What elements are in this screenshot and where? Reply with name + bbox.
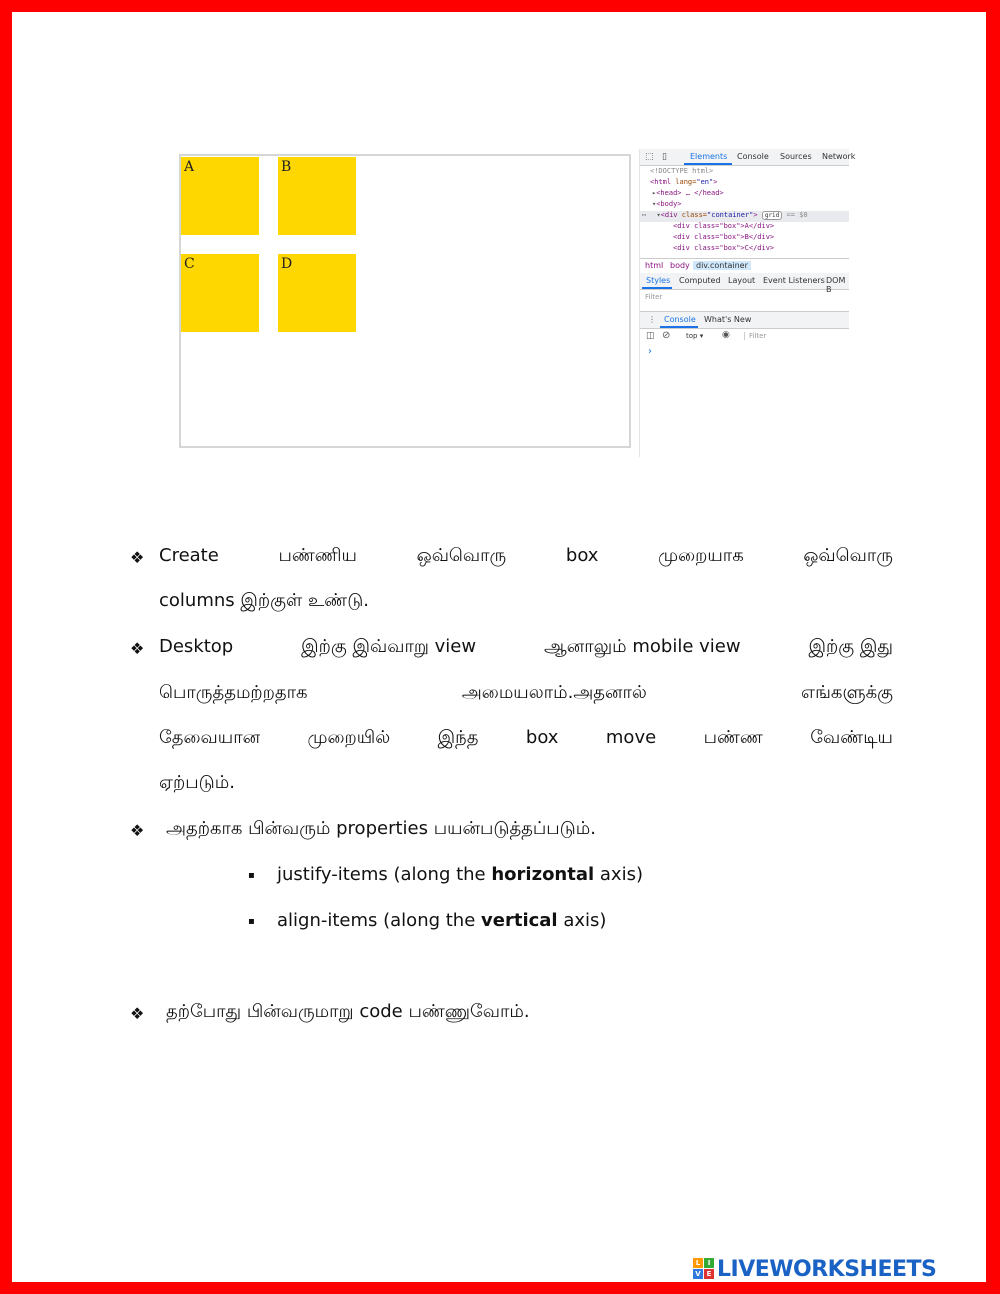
crumb-body[interactable]: body bbox=[670, 261, 690, 270]
para2-word: பண்ண bbox=[703, 727, 763, 748]
sub-bullet-icon: ▪ bbox=[248, 870, 255, 881]
dom-box-b[interactable] bbox=[673, 233, 774, 244]
tab-layout[interactable]: Layout bbox=[728, 276, 756, 285]
tab-event-listeners[interactable]: Event Listeners bbox=[763, 276, 825, 285]
para1-word: ஒவ்வொரு bbox=[803, 545, 893, 566]
para2-word: அமையலாம்.அதனால் bbox=[461, 682, 647, 703]
para2-word: வேண்டிய bbox=[810, 727, 893, 748]
para2-word: எங்களுக்கு bbox=[801, 682, 893, 703]
styles-tabbar bbox=[640, 273, 849, 294]
dom-html-tag: <html bbox=[650, 178, 672, 186]
dom-container-row[interactable] bbox=[640, 211, 849, 222]
dom-dollar0: == $0 bbox=[786, 211, 808, 219]
logo-mark-icon bbox=[693, 1258, 715, 1280]
tab-network[interactable]: Network bbox=[822, 152, 856, 161]
dom-box-a[interactable] bbox=[673, 222, 774, 233]
drawer-menu-icon[interactable]: ⋮ bbox=[648, 315, 656, 324]
para2-word: முறையில் bbox=[307, 727, 391, 748]
dom-html-val: "en" bbox=[696, 178, 714, 186]
grid-box-d: D bbox=[278, 254, 356, 332]
dom-head-text: <head> … </head> bbox=[656, 189, 724, 197]
align-items-axis: axis) bbox=[557, 910, 607, 931]
dom-box-a-text: <div class="box">A</div> bbox=[673, 222, 775, 230]
drawer-tab-console[interactable]: Console bbox=[664, 315, 696, 324]
para3-line: அதற்காக பின்வரும் properties பயன்படுத்தப்படும். bbox=[166, 818, 596, 839]
grid-box-c: C bbox=[181, 254, 259, 332]
para1-word: box bbox=[565, 545, 599, 566]
dom-html-attr: lang= bbox=[671, 178, 697, 186]
bullet-icon: ❖ bbox=[130, 548, 145, 567]
liveworksheets-logo[interactable] bbox=[693, 1256, 936, 1282]
justify-items-line bbox=[277, 864, 643, 885]
para1-word: முறையாக bbox=[658, 545, 744, 566]
logo-text: LIVEWORKSHEETS bbox=[717, 1256, 937, 1282]
dom-doctype[interactable]: <!DOCTYPE html> bbox=[650, 167, 714, 175]
para2-word: இற்கு இவ்வாறு view bbox=[301, 636, 477, 657]
logo-letter-l: L bbox=[693, 1258, 703, 1268]
para1-word: பண்ணிய bbox=[278, 545, 357, 566]
sidebar-toggle-icon[interactable]: ◫ bbox=[646, 331, 655, 341]
dom-div-close: > bbox=[753, 211, 758, 219]
active-drawer-tab-indicator bbox=[660, 326, 698, 328]
console-prompt[interactable]: › bbox=[648, 346, 652, 357]
more-dots-icon[interactable]: ⋯ bbox=[642, 211, 647, 219]
dom-html[interactable] bbox=[650, 178, 717, 189]
logo-letter-v: V bbox=[693, 1269, 703, 1279]
console-drawer-tabbar bbox=[640, 311, 849, 329]
tab-dom-breakpoints[interactable]: DOM B bbox=[826, 276, 846, 294]
dom-div-attr: class= bbox=[677, 211, 708, 219]
inspect-icon[interactable]: ⬚ bbox=[645, 152, 654, 162]
dom-div-val: "container" bbox=[707, 211, 754, 219]
active-tab-indicator bbox=[684, 163, 732, 165]
bullet-icon: ❖ bbox=[130, 821, 145, 840]
devtools-panel bbox=[639, 149, 856, 457]
console-toolbar bbox=[640, 330, 849, 344]
devtools-tabbar bbox=[640, 149, 856, 166]
justify-items-axis: axis) bbox=[594, 864, 643, 885]
align-items-text: align-items (along the bbox=[277, 910, 482, 931]
expand-arrow-icon[interactable]: ▸ bbox=[652, 189, 657, 197]
para2-word: Desktop bbox=[159, 636, 234, 657]
sub-bullet-icon: ▪ bbox=[248, 916, 255, 927]
para1-word: Create bbox=[159, 545, 219, 566]
para1-line1 bbox=[159, 545, 893, 568]
bullet-icon: ❖ bbox=[130, 639, 145, 658]
para2-word: தேவையான bbox=[159, 727, 261, 748]
console-filter-input[interactable]: Filter bbox=[744, 332, 849, 340]
grid-box-b: B bbox=[278, 157, 356, 235]
context-selector-value: top bbox=[686, 332, 698, 340]
tab-elements[interactable]: Elements bbox=[690, 152, 728, 161]
crumb-html[interactable]: html bbox=[645, 261, 664, 270]
dom-html-close: > bbox=[713, 178, 718, 186]
para4-line: தற்போது பின்வருமாறு code பண்ணுவோம். bbox=[166, 1001, 530, 1022]
dom-body-text: <body> bbox=[656, 200, 682, 208]
para2-word: இற்கு இது bbox=[808, 636, 893, 657]
para2-word: ஆனாலும் mobile view bbox=[543, 636, 741, 657]
para2-line2 bbox=[159, 682, 893, 705]
dom-head[interactable] bbox=[652, 189, 724, 200]
clear-console-icon[interactable]: ⊘ bbox=[662, 330, 671, 341]
dom-box-c[interactable] bbox=[673, 244, 774, 255]
dom-body[interactable] bbox=[652, 200, 682, 211]
para2-word: பொருத்தமற்றதாக bbox=[159, 682, 308, 703]
justify-items-text: justify-items (along the bbox=[277, 864, 492, 885]
para1-line2: columns இற்குள் உண்டு. bbox=[159, 590, 369, 611]
collapse-arrow-icon[interactable]: ▾ bbox=[656, 211, 661, 219]
logo-letter-i: I bbox=[704, 1258, 714, 1268]
grid-badge[interactable]: grid bbox=[762, 211, 782, 220]
dom-box-c-text: <div class="box">C</div> bbox=[673, 244, 775, 252]
para2-word: இந்த bbox=[437, 727, 479, 748]
tab-computed[interactable]: Computed bbox=[679, 276, 721, 285]
logo-letter-e: E bbox=[704, 1269, 714, 1279]
align-items-line bbox=[277, 910, 606, 931]
active-subtab-indicator bbox=[642, 287, 672, 289]
para2-line3 bbox=[159, 727, 893, 750]
grid-demo-viewport bbox=[179, 154, 631, 448]
tab-console[interactable]: Console bbox=[737, 152, 769, 161]
drawer-tab-whats-new[interactable]: What's New bbox=[704, 315, 752, 324]
device-toggle-icon[interactable]: ▯ bbox=[662, 152, 667, 162]
para1-word: ஒவ்வொரு bbox=[416, 545, 507, 566]
styles-filter-input[interactable]: Filter bbox=[645, 293, 663, 301]
vertical-bold: vertical bbox=[481, 910, 558, 931]
para2-word: box bbox=[525, 727, 559, 748]
bullet-icon: ❖ bbox=[130, 1004, 145, 1023]
dom-box-b-text: <div class="box">B</div> bbox=[673, 233, 775, 241]
breadcrumb bbox=[640, 258, 849, 274]
para2-word: move bbox=[605, 727, 657, 748]
collapse-arrow-icon[interactable]: ▾ bbox=[652, 200, 657, 208]
dom-div-open: <div bbox=[660, 211, 678, 219]
para2-line4: ஏற்படும். bbox=[159, 772, 235, 793]
tab-styles[interactable]: Styles bbox=[646, 276, 671, 285]
horizontal-bold: horizontal bbox=[491, 864, 595, 885]
para2-line1 bbox=[159, 636, 893, 659]
crumb-div-container[interactable]: div.container bbox=[693, 261, 751, 270]
context-selector[interactable]: top ▾ bbox=[686, 332, 704, 340]
grid-box-a: A bbox=[181, 157, 259, 235]
tab-sources[interactable]: Sources bbox=[780, 152, 812, 161]
eye-icon[interactable]: ◉ bbox=[722, 330, 730, 340]
